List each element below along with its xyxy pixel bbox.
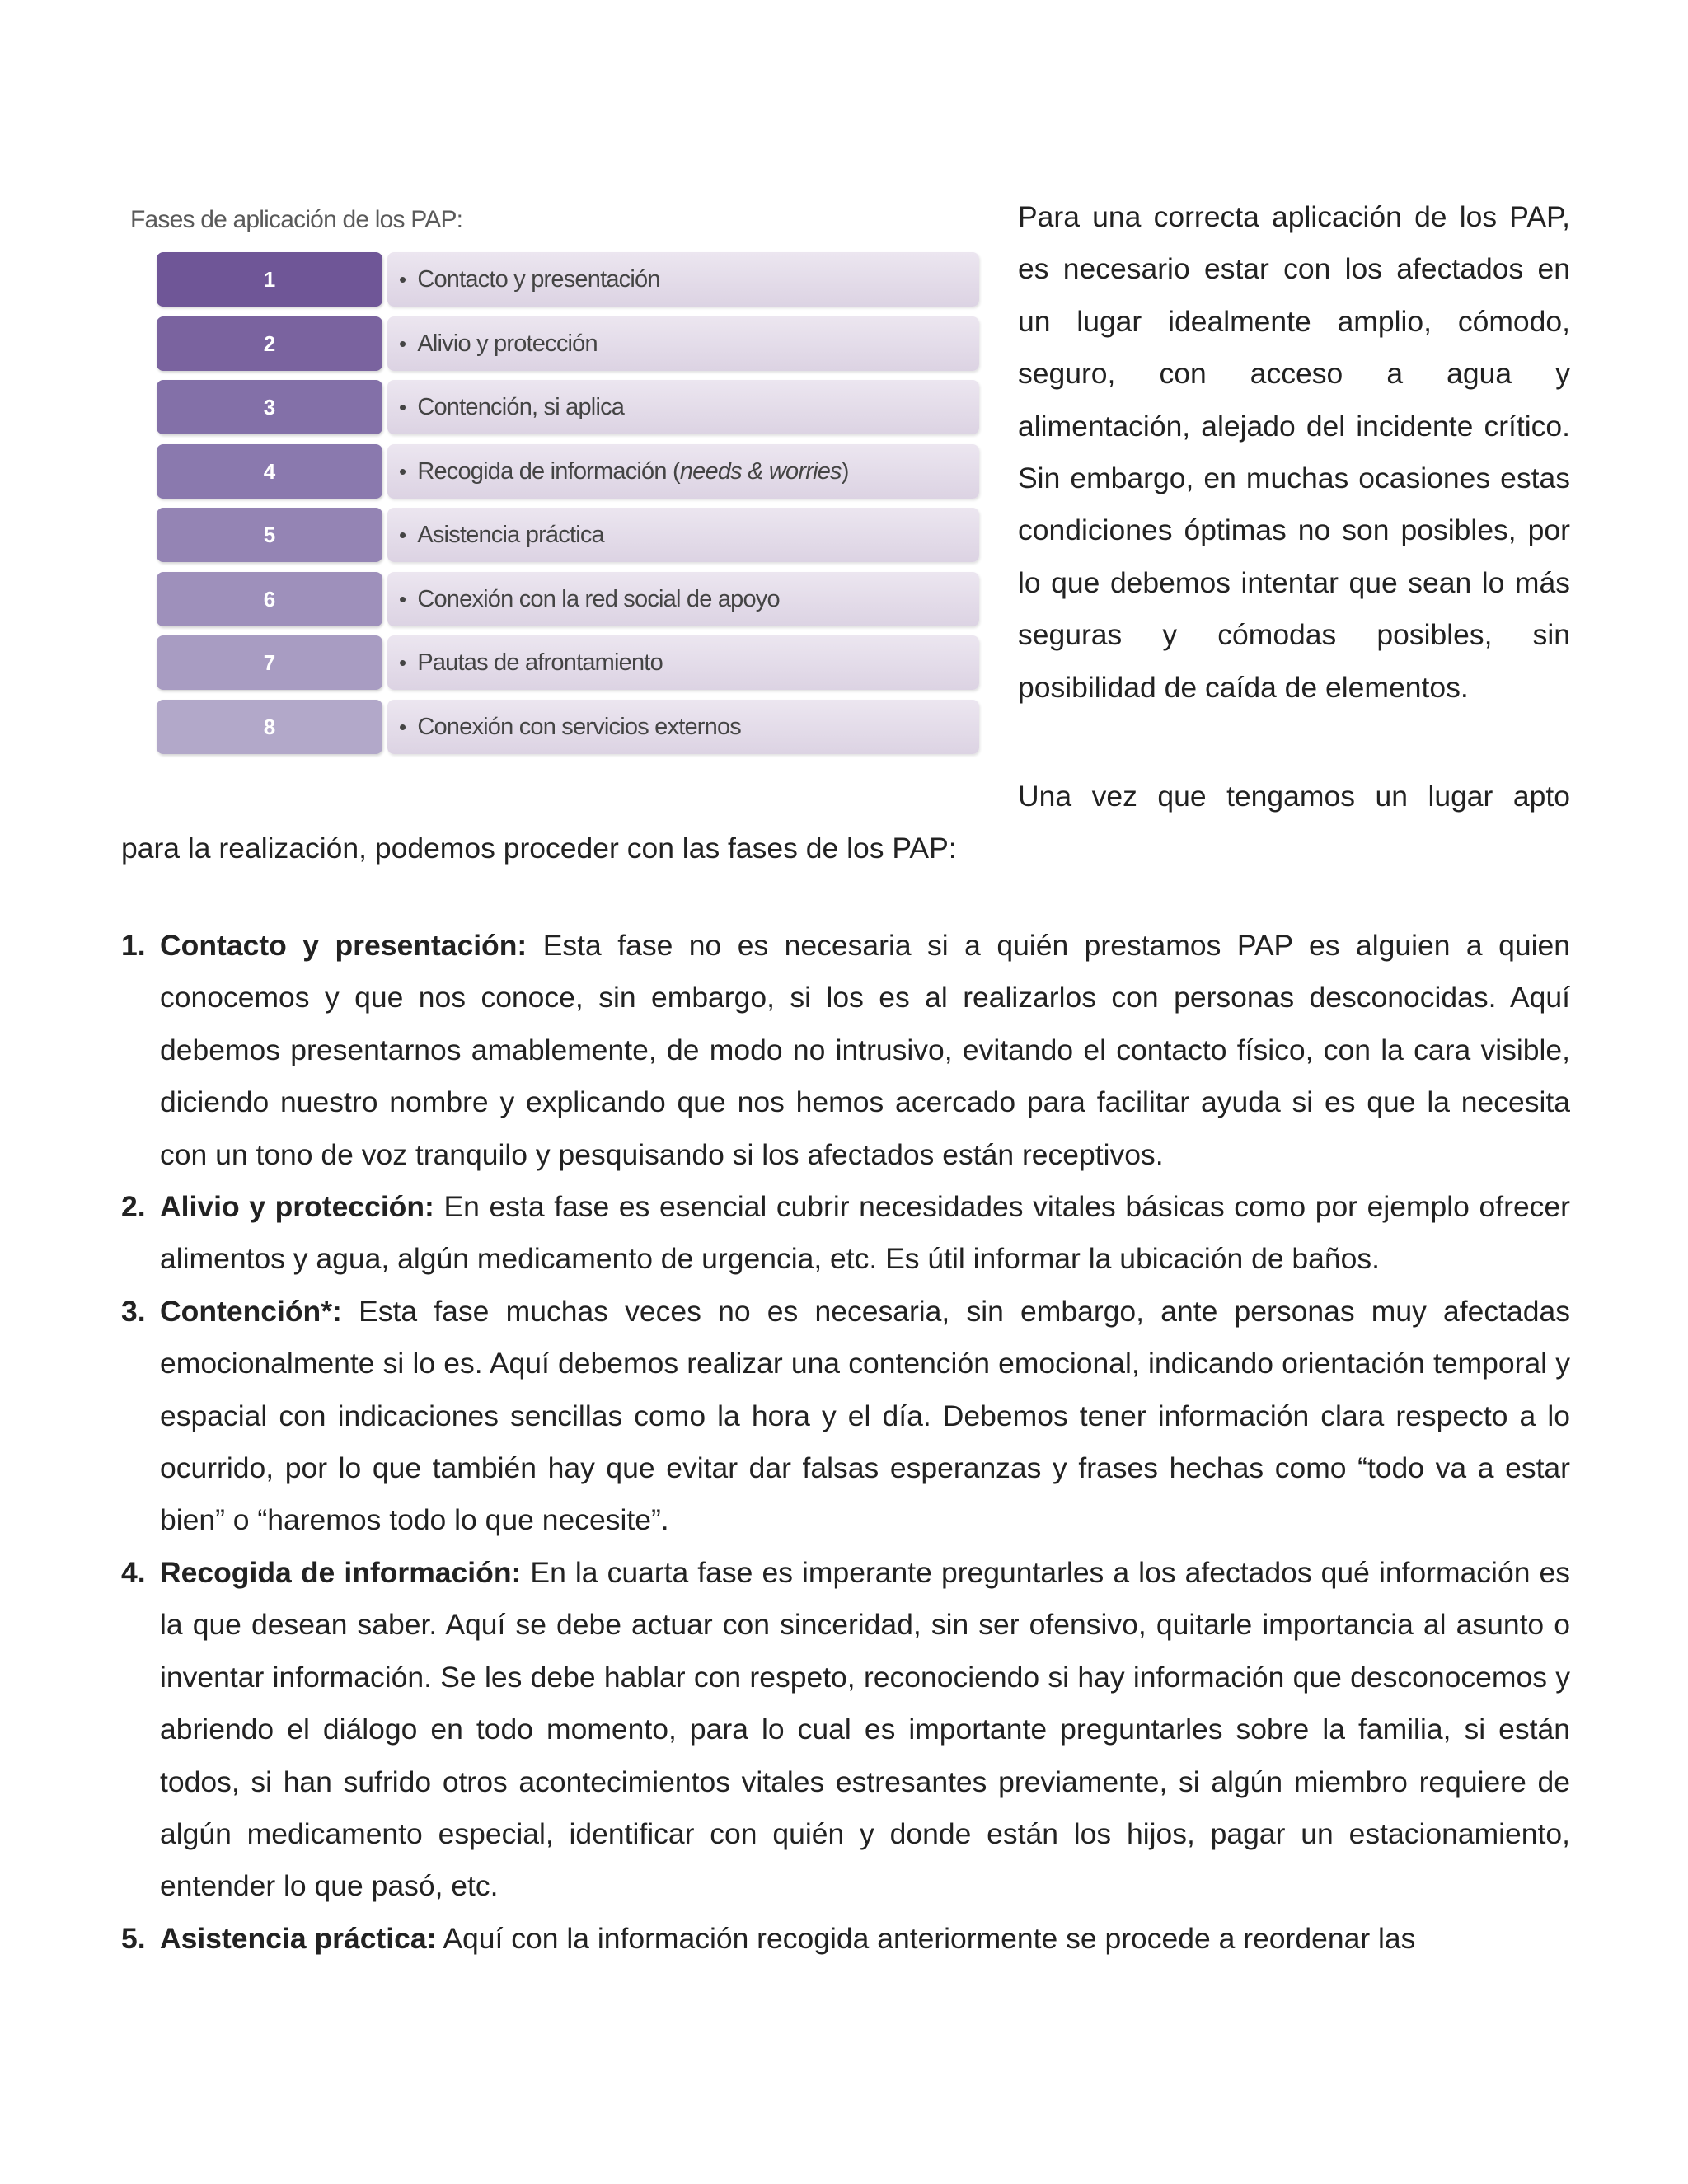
phases-figure [124, 206, 989, 783]
intro-text: Para una correcta aplicación de los PAP, es necesario estar con los afectados en un lugar idealmente amplio, cómodo, seguro, con acceso a agua y alimentación, alejado del incidente crítico. Sin embargo, en muchas ocasiones estas condiciones óptimas no son posibles, por lo que debemos intentar que sean lo más seguras y cómodas posibles, sin posibilidad de caída de elementos. [1018, 200, 1570, 704]
phase-label-text: Asistencia práctica [417, 521, 604, 548]
word: lugar [1428, 780, 1493, 813]
bullet-icon: • [399, 394, 406, 419]
bullet-icon: • [399, 522, 406, 547]
list-item [121, 920, 1570, 1181]
phase-label [387, 635, 979, 690]
phase-label [387, 700, 979, 754]
list-text: En esta fase es esencial cubrir necesidades vitales básicas como por ejemplo ofrecer alimentos y agua, algún medicamento de urgencia, etc. Es útil informar la ubicación de baños. [160, 1190, 1571, 1276]
phase-label [387, 508, 979, 562]
phase-label-suffix: ) [841, 457, 849, 485]
phase-label-text: Contención, si aplica [417, 393, 625, 420]
bullet-icon: • [399, 649, 406, 675]
phase-label-text: Conexión con la red social de apoyo [417, 585, 780, 612]
phase-label [387, 572, 979, 626]
list-item [121, 1913, 1570, 1965]
list-number: 2. [121, 1190, 146, 1224]
phase-row [157, 444, 981, 499]
bullet-icon: • [399, 586, 406, 612]
list-term: Recogida de información: [160, 1555, 522, 1589]
phase-label-text: Pautas de afrontamiento [417, 649, 663, 676]
list-text: Esta fase muchas veces no es necesaria, sin embargo, ante personas muy afectadas emocionalmente si lo es. Aquí debemos realizar una contención emocional, indicando orientación temporal y espacial con indicaciones sencillas como la hora y el día. Debemos tener información clara respecto a lo ocurrido, por lo que también hay que evitar dar falsas esperanzas y frases hechas como “todo va a estar bien” o “haremos todo lo que necesite”. [160, 1294, 1570, 1537]
list-term: Asistencia práctica: [160, 1921, 437, 1955]
bullet-icon: • [399, 330, 406, 356]
list-term: Contención*: [160, 1294, 342, 1328]
phase-number: 4 [157, 444, 382, 499]
word: Una [1018, 780, 1072, 813]
phase-label [387, 252, 979, 307]
phase-number: 8 [157, 700, 382, 754]
phase-number: 2 [157, 316, 382, 371]
list-number: 4. [121, 1555, 146, 1589]
list-number: 5. [121, 1921, 146, 1955]
list-item [121, 1181, 1570, 1286]
bullet-icon: • [399, 714, 406, 739]
list-item [121, 1286, 1570, 1547]
word: un [1375, 780, 1408, 813]
bullet-icon: • [399, 266, 406, 292]
list-term: Contacto y presentación: [160, 929, 528, 962]
list-number: 1. [121, 929, 146, 962]
phase-label-text: Conexión con servicios externos [417, 713, 741, 740]
phase-row [157, 700, 981, 754]
bullet-icon: • [399, 458, 406, 484]
phase-label-text: Alivio y protección [417, 330, 598, 357]
phase-number: 1 [157, 252, 382, 307]
phase-row [157, 316, 981, 371]
phase-label-italic: needs & worries [679, 457, 842, 485]
phase-row [157, 635, 981, 690]
list-number: 3. [121, 1294, 146, 1328]
list-text: Esta fase no es necesaria si a quién prestamos PAP es alguien a quien conocemos y que nos conoce, sin embargo, si los es al realizarlos con personas desconocidas. Aquí debemos presentarnos amablemente, de modo no intrusivo, evitando el contacto físico, con la cara visible, diciendo nuestro nombre y explicando que nos hemos acercado para facilitar ayuda si es que la necesita con un tono de voz tranquilo y pesquisando si los afectados están receptivos. [160, 929, 1570, 1171]
phase-row [157, 380, 981, 434]
phase-row [157, 508, 981, 562]
word: tengamos [1226, 780, 1355, 813]
phase-number: 7 [157, 635, 382, 690]
phase-row [157, 572, 981, 626]
word: que [1157, 780, 1207, 813]
list-item [121, 1547, 1570, 1913]
phase-description-list [121, 920, 1570, 1965]
phase-label-text: Recogida de información ( [417, 457, 680, 485]
intro-second-paragraph-line [1018, 771, 1570, 823]
intro-paragraph [1018, 191, 1570, 714]
phase-number: 3 [157, 380, 382, 434]
figure-title: Fases de aplicación de los PAP: [130, 206, 463, 233]
phase-number: 6 [157, 572, 382, 626]
phase-label [387, 380, 979, 434]
phase-label-text: Contacto y presentación [417, 265, 660, 293]
intro-second-paragraph-rest: para la realización, podemos proceder con las fases de los PAP: [121, 832, 957, 865]
phase-label [387, 316, 979, 371]
word: vez [1091, 780, 1137, 813]
word: apto [1512, 780, 1570, 813]
list-text: En la cuarta fase es imperante preguntarles a los afectados qué información es la que desean saber. Aquí se debe actuar con sinceridad, sin ser ofensivo, quitarle importancia al asunto o inventar información. Se les debe hablar con respeto, reconociendo si hay información que desconocemos y abriendo el diálogo en todo momento, para lo cual es importante preguntarles sobre la familia, si están todos, si han sufrido otros acontecimientos vitales estresantes previamente, si algún miembro requiere de algún medicamento especial, identificar con quién y donde están los hijos, pagar un estacionamiento, entender lo que pasó, etc. [160, 1555, 1570, 1903]
phase-label [387, 444, 979, 499]
list-term: Alivio y protección: [160, 1190, 434, 1224]
phase-row [157, 252, 981, 307]
phase-number: 5 [157, 508, 382, 562]
list-text: Aquí con la información recogida anteriormente se procede a reordenar las [436, 1921, 1416, 1955]
